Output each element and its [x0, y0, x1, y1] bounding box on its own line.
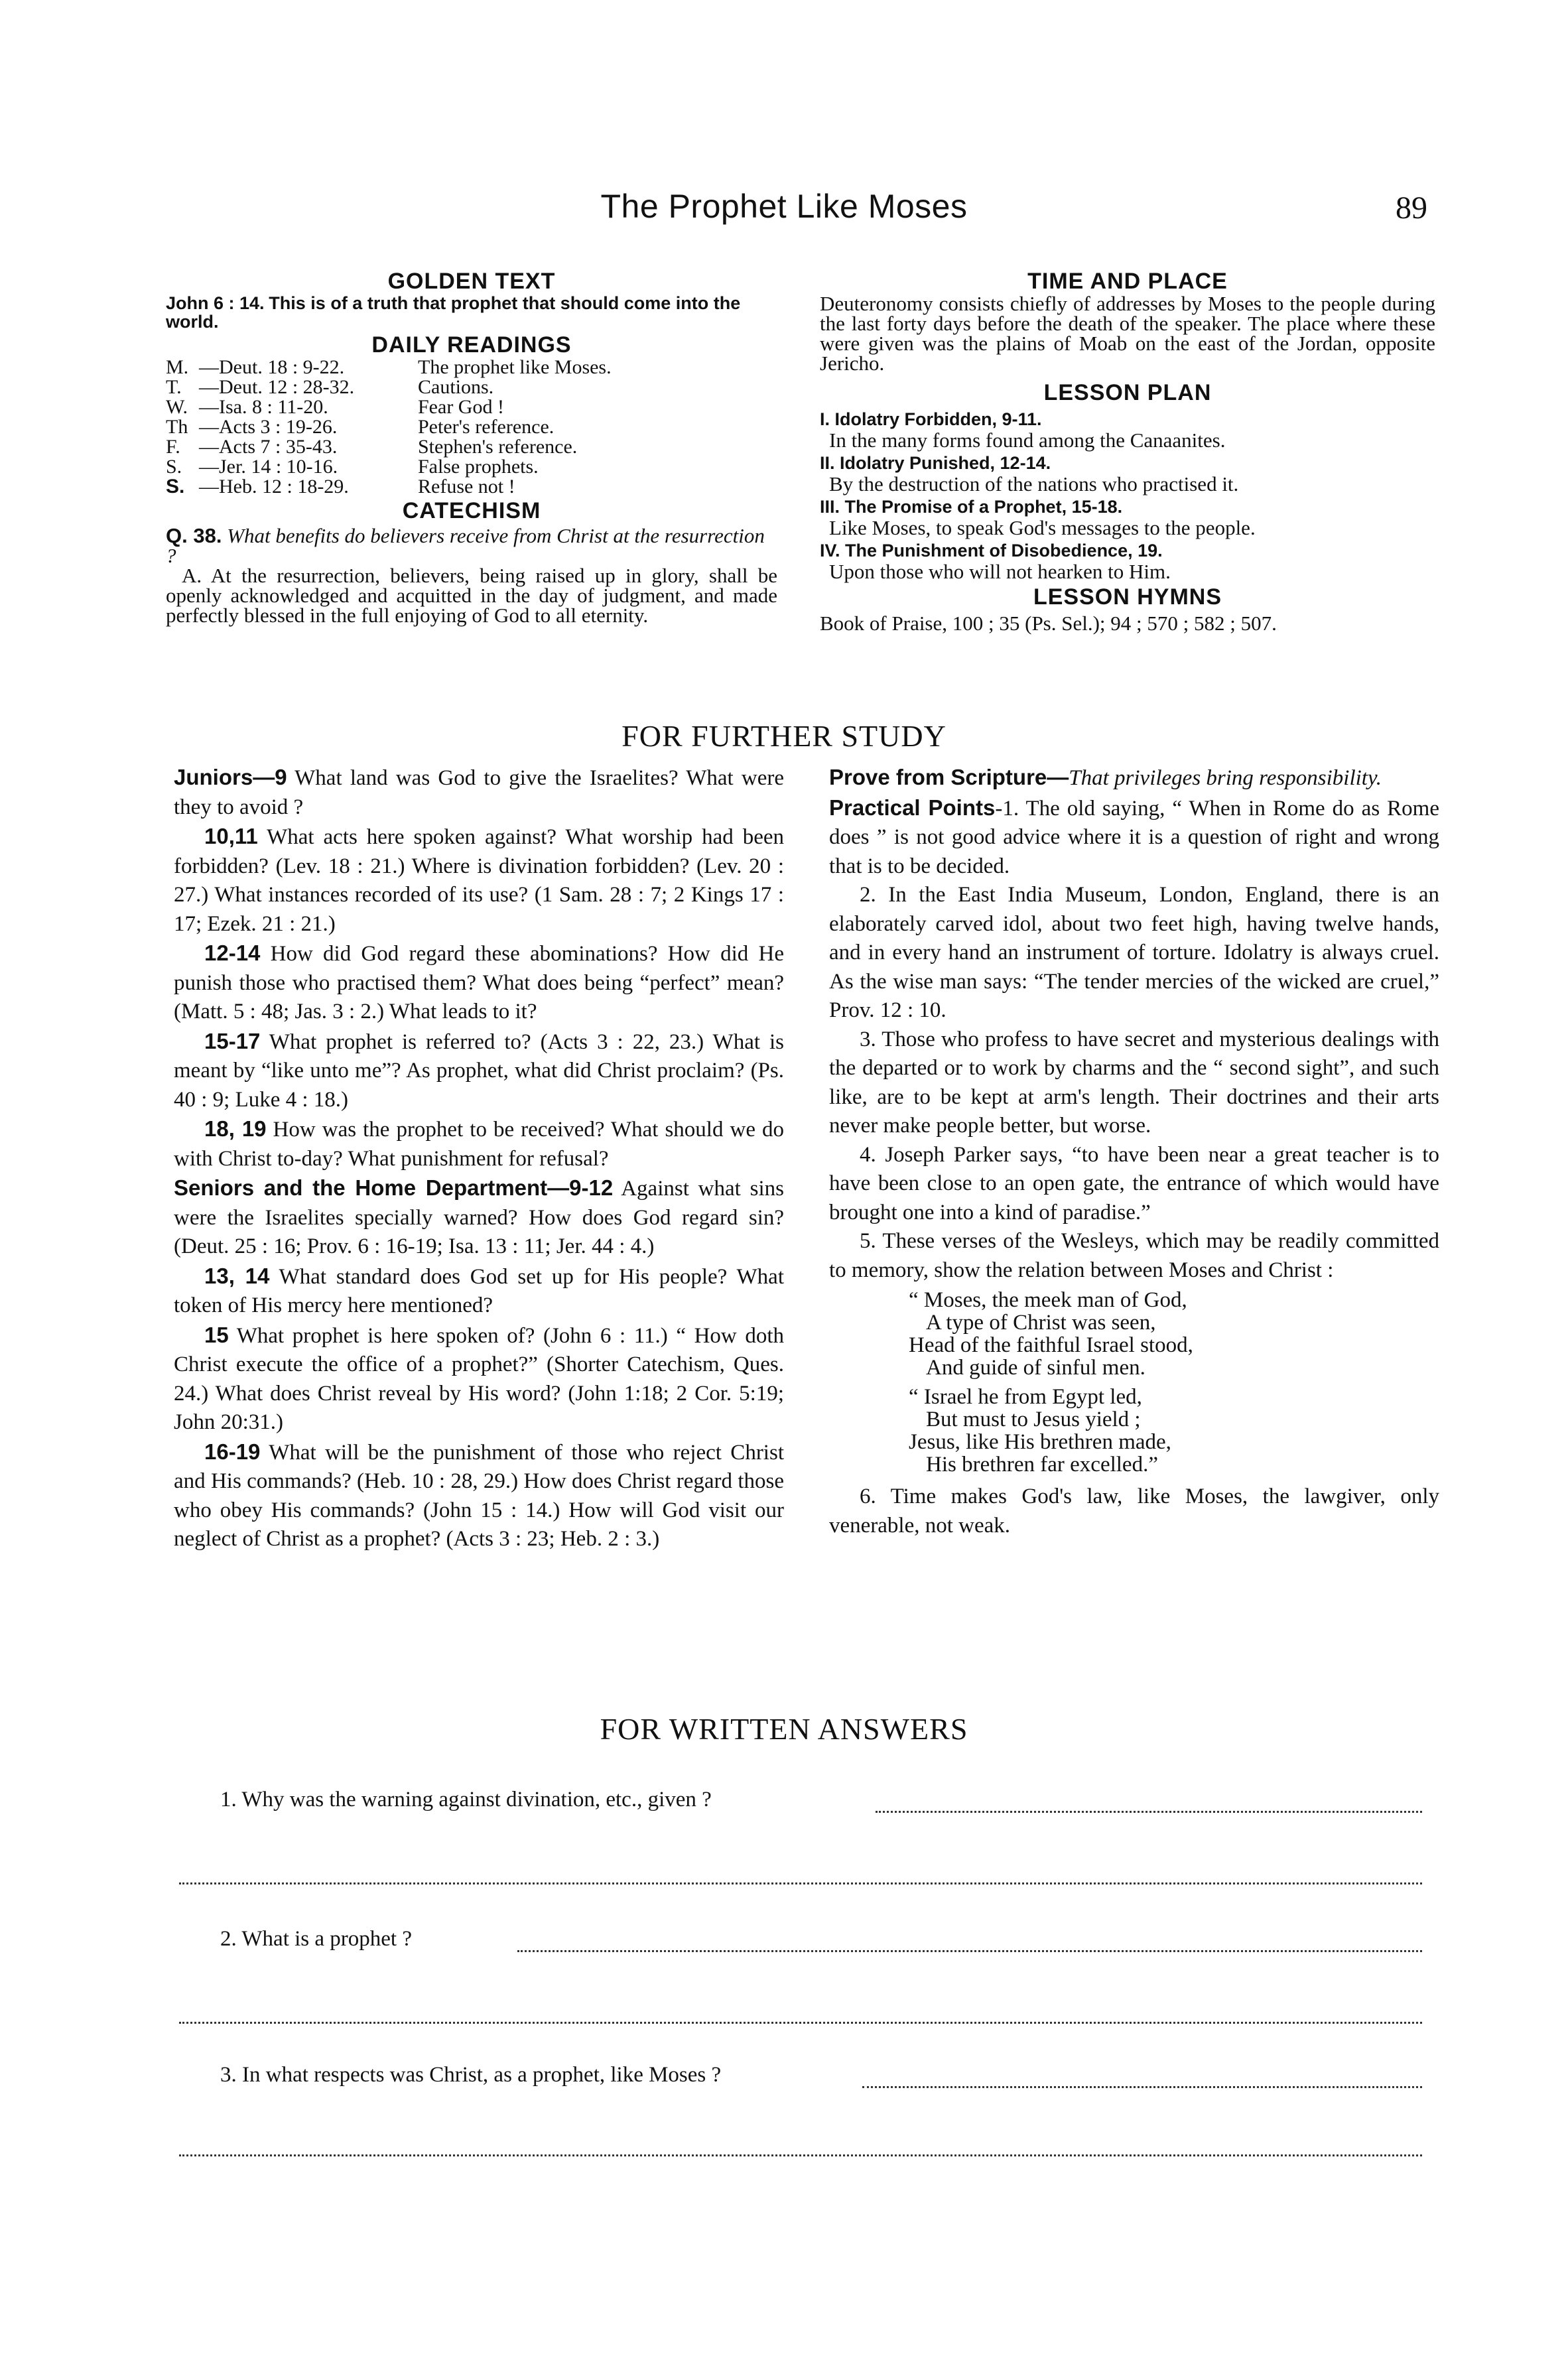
reading-day: W. [166, 396, 188, 418]
golden-text-section [166, 269, 777, 331]
reading-row [166, 457, 777, 477]
study-lead: 16-19 [204, 1439, 261, 1464]
answer-line[interactable] [179, 1882, 1422, 1884]
study-lead: 18, 19 [204, 1116, 267, 1141]
reading-title: Cautions. [418, 376, 494, 398]
lesson-plan-item-head: III. The Promise of a Prophet, 15-18. [820, 497, 1123, 517]
reading-row [166, 358, 777, 377]
page-title: The Prophet Like Moses [600, 188, 968, 225]
practical-point: 4. Joseph Parker says, “to have been near a great teacher is to have been close to an open gate, the entrance of which would have brought one into a kind of paradise.” [829, 1142, 1439, 1224]
answer-line[interactable] [517, 1950, 1422, 1952]
lesson-plan-section [820, 380, 1435, 582]
reading-row [166, 377, 777, 397]
reading-title: Refuse not ! [418, 476, 515, 497]
page-number: 89 [1396, 190, 1427, 226]
daily-readings-heading: DAILY READINGS [371, 332, 572, 358]
further-study-right-column [829, 763, 1439, 1540]
study-lead: Juniors—9 [174, 765, 287, 789]
lesson-plan-item-sub: Like Moses, to speak God's messages to the people. [829, 516, 1256, 539]
study-text: What acts here spoken against? What worship had been forbidden? (Lev. 18 : 21.) Where is divination forbidden? (Lev. 20 : 27.) What instances recorded of its use? (1 Sam. 28 : 7; 2 Kings 17 : 17; Ezek. 21 : 21.) [174, 825, 784, 936]
written-answers-heading: FOR WRITTEN ANSWERS [600, 1712, 968, 1746]
poem-line: Head of the faithful Israel stood, [909, 1333, 1193, 1357]
study-lead: 15 [204, 1322, 229, 1347]
poem-line: But must to Jesus yield ; [926, 1408, 1141, 1431]
catechism-question [166, 526, 777, 566]
practical-lead: Practical Points [829, 795, 996, 820]
catechism-heading: CATECHISM [402, 498, 541, 523]
reading-day: Th [166, 416, 188, 438]
reading-ref: —Deut. 18 : 9-22. [199, 356, 345, 378]
lesson-plan-item-head: II. Idolatry Punished, 12-14. [820, 453, 1051, 473]
reading-ref: —Acts 7 : 35-43. [199, 436, 338, 458]
written-question: 1. Why was the warning against divination, etc., given ? [220, 1788, 712, 1812]
lesson-plan-item-sub: In the many forms found among the Canaanites. [829, 428, 1226, 452]
golden-text [166, 294, 777, 331]
prove-text: That privileges bring responsibility. [1069, 766, 1382, 790]
lesson-hymns-text: Book of Praise, 100 ; 35 (Ps. Sel.); 94 ; 570 ; 582 ; 507. [820, 612, 1277, 635]
reading-title: The prophet like Moses. [418, 356, 612, 378]
time-and-place-section [820, 269, 1435, 373]
study-text: How did God regard these abominations? How did He punish those who practised them? What does being “perfect” mean? (Matt. 5 : 48; Jas. 3 : 2.) What leads to it? [174, 942, 784, 1023]
reading-day: S. [166, 456, 182, 478]
right-top-column [820, 269, 1435, 634]
poem-line: “ Israel he from Egypt led, [909, 1385, 1142, 1409]
study-text: How was the prophet to be received? What should we do with Christ to-day? What punishment for refusal? [174, 1118, 784, 1171]
study-text: What standard does God set up for His people? What token of His mercy here mentioned? [174, 1264, 785, 1317]
answer-line[interactable] [876, 1811, 1422, 1813]
time-and-place-heading: TIME AND PLACE [1027, 269, 1228, 294]
reading-day: M. [166, 356, 189, 378]
golden-text-body: This is of a truth that prophet that should come into the world. [166, 293, 741, 332]
lesson-hymns-heading: LESSON HYMNS [1033, 584, 1222, 610]
further-study-left-column [174, 763, 784, 1554]
practical-point-text: -1. The old saying, “ When in Rome do as Rome does ” is not good advice where it is a question of right and wrong that is to be decided. [829, 796, 1439, 878]
catechism-question-label: Q. 38. [166, 524, 222, 547]
further-study-heading: FOR FURTHER STUDY [621, 719, 947, 753]
study-text: Against what sins were the Israelites specially warned? How does God regard sin? (Deut. 25 : 16; Prov. 6 : 16-19; Isa. 13 : 11; Jer. 44 : 4.) [174, 1177, 784, 1258]
reading-row [166, 437, 777, 457]
practical-point: 5. These verses of the Wesleys, which may be readily committed to memory, show the relation between Moses and Christ : [829, 1229, 1439, 1282]
study-lead: 13, 14 [204, 1263, 270, 1288]
time-and-place-text: Deuteronomy consists chiefly of addresses by Moses to the people during the last forty days before the death of the speaker. The place where these were given was the plains of Moab on the east of the Jordan, opposite Jericho. [820, 292, 1435, 375]
catechism-section [166, 498, 777, 626]
practical-point: 2. In the East India Museum, London, England, there is an elaborately carved idol, about two feet high, having twelve hands, and in every hand an instrument of torture. Idolatry is always cruel. As the wise man says: “The tender mercies of the wicked are cruel,” Prov. 12 : 10. [829, 883, 1439, 1022]
lesson-plan-item-head: IV. The Punishment of Disobedience, 19. [820, 541, 1163, 560]
golden-text-heading: GOLDEN TEXT [387, 269, 556, 294]
lesson-hymns-section [820, 584, 1435, 634]
study-paragraph [174, 1437, 784, 1554]
answer-line[interactable] [179, 2154, 1422, 2156]
study-lead: 15-17 [204, 1028, 261, 1053]
study-paragraph [174, 939, 784, 1027]
study-paragraph [174, 1321, 784, 1437]
poem-line: Jesus, like His brethren made, [909, 1430, 1171, 1454]
study-lead: 12-14 [204, 941, 261, 965]
reading-row [166, 477, 777, 497]
daily-readings-table [166, 358, 777, 497]
golden-text-reference: John 6 : 14. [166, 293, 265, 313]
poem-stanza [909, 1386, 1439, 1476]
study-paragraph [174, 1114, 784, 1173]
poem-stanza [909, 1289, 1439, 1379]
study-lead: Seniors and the Home Department—9-12 [174, 1175, 614, 1200]
reading-row [166, 417, 777, 437]
reading-row [166, 397, 777, 417]
reading-title: Peter's reference. [418, 416, 555, 438]
prove-lead: Prove from Scripture— [829, 765, 1069, 789]
poem-line: “ Moses, the meek man of God, [909, 1288, 1187, 1312]
study-text: What prophet is here spoken of? (John 6 : 11.) “ How doth Christ execute the office of a prophet?” (Shorter Catechism, Ques. 24.) What does Christ reveal by His word? (John 1:18; 2 Cor. 5:19; John 20:31.) [174, 1323, 784, 1434]
practical-point-closing: 6. Time makes God's law, like Moses, the lawgiver, only venerable, not weak. [829, 1484, 1439, 1538]
study-paragraph [174, 1262, 784, 1321]
reading-day: T. [166, 376, 182, 398]
answer-line[interactable] [862, 2086, 1422, 2088]
reading-title: Stephen's reference. [418, 436, 578, 458]
left-top-column [166, 269, 777, 626]
reading-ref: —Jer. 14 : 10-16. [199, 456, 338, 478]
reading-ref: —Deut. 12 : 28-32. [199, 376, 355, 398]
study-paragraph [174, 763, 784, 822]
study-paragraph [174, 1027, 784, 1115]
reading-ref: —Heb. 12 : 18-29. [199, 476, 349, 497]
lesson-plan-item-sub: By the destruction of the nations who practised it. [829, 472, 1239, 495]
reading-day: S. [166, 476, 185, 497]
study-paragraph [174, 1173, 784, 1262]
poem-line: And guide of sinful men. [926, 1356, 1145, 1380]
daily-readings-section [166, 332, 777, 497]
reading-title: Fear God ! [418, 396, 504, 418]
study-text: What will be the punishment of those who reject Christ and His commands? (Heb. 10 : 28, 29.) How does Christ regard those who obey His commands? (John 15 : 14.) How will God visit our neglect of Christ as a prophet? (Acts 3 : 23; Heb. 2 : 3.) [174, 1440, 784, 1551]
written-question: 3. In what respects was Christ, as a prophet, like Moses ? [220, 2063, 722, 2087]
reading-title: False prophets. [418, 456, 539, 478]
catechism-answer: A. At the resurrection, believers, being raised up in glory, shall be openly acknowledged and acquitted in the day of judgment, and made perfectly blessed in the full enjoying of God to all eternity. [166, 564, 777, 627]
study-paragraph [174, 822, 784, 939]
lesson-plan-item-sub: Upon those who will not hearken to Him. [829, 560, 1171, 583]
catechism-question-text: What benefits do believers receive from Christ at the resurrection ? [166, 524, 765, 567]
prove-from-scripture [829, 763, 1439, 793]
poem-line: A type of Christ was seen, [926, 1311, 1156, 1335]
reading-ref: —Acts 3 : 19-26. [199, 416, 338, 438]
reading-day: F. [166, 436, 180, 458]
practical-point [829, 793, 1439, 882]
answer-line[interactable] [179, 2022, 1422, 2024]
reading-ref: —Isa. 8 : 11-20. [199, 396, 328, 418]
lesson-plan-heading: LESSON PLAN [1043, 380, 1212, 405]
poem-line: His brethren far excelled.” [926, 1453, 1158, 1477]
study-text: What land was God to give the Israelites? What were they to avoid ? [174, 766, 784, 819]
lesson-plan-item-head: I. Idolatry Forbidden, 9-11. [820, 409, 1042, 429]
study-lead: 10,11 [204, 824, 258, 848]
practical-point: 3. Those who profess to have secret and mysterious dealings with the departed or to work by charms and the “ second sight”, and such like, are to be kept at arm's length. Their doctrines and their arts never make people better, but worse. [829, 1027, 1439, 1138]
written-question: 2. What is a prophet ? [220, 1927, 412, 1951]
study-text: What prophet is referred to? (Acts 3 : 22, 23.) What is meant by “like unto me”? As prophet, what did Christ proclaim? (Ps. 40 : 9; Luke 4 : 18.) [174, 1029, 784, 1112]
